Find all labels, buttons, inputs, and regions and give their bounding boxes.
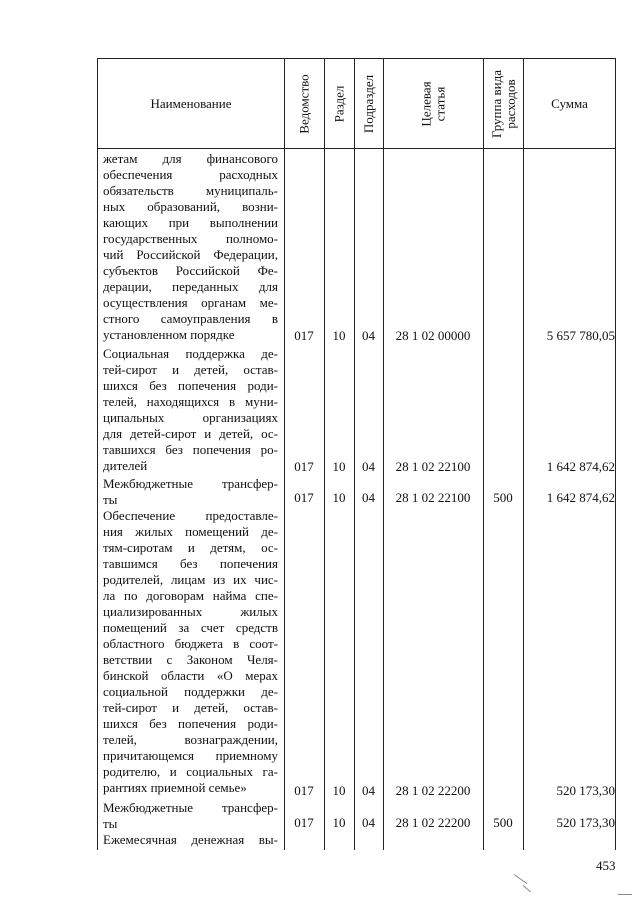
row-3-description — [103, 508, 278, 796]
header-name — [98, 59, 284, 148]
row-3-line: ветствии с Законом Челя- — [103, 652, 278, 667]
row-1-line: для детей-сирот и детей, ос- — [103, 426, 278, 441]
row-0-line: чий Российской Федерации, — [103, 247, 278, 262]
row-0-line: обеспечения расходных — [103, 167, 278, 182]
row-1-line: тей-сирот и детей, остав- — [103, 362, 278, 377]
row-3-line: циализированных жилых — [103, 604, 278, 619]
table-left-border — [97, 58, 98, 850]
header-summa-label: Сумма — [551, 95, 588, 111]
row-4-razdel: 10 — [332, 815, 346, 830]
row-1-line: ципальных организациях — [103, 410, 278, 425]
row-4-celevaya: 28 1 02 22200 — [395, 815, 471, 830]
row-4-summa: 520 173,30 — [556, 815, 615, 830]
row-2-gruppa: 500 — [493, 490, 513, 505]
row-0-line: обязательств муниципаль- — [103, 183, 278, 198]
row-1-description — [103, 346, 278, 474]
row-3-line: шихся без попечения роди- — [103, 716, 278, 731]
row-1-razdel: 10 — [332, 459, 346, 474]
row-4-ved: 017 — [294, 815, 314, 830]
scan-artifact — [618, 894, 632, 895]
row-1-celevaya: 28 1 02 22100 — [395, 459, 471, 474]
col-divider-summa — [523, 58, 524, 850]
row-4-description — [103, 800, 278, 832]
page-number: 453 — [596, 858, 616, 873]
table-right-border — [615, 58, 616, 850]
row-0-description — [103, 151, 278, 343]
row-0-line: установленном порядке — [103, 327, 235, 342]
row-1-line: тавшихся без попечения ро- — [103, 442, 278, 457]
row-0-line: осуществления органам ме- — [103, 295, 278, 310]
row-0-razdel: 10 — [332, 328, 346, 343]
row-3-line: родителю, и социальных га- — [103, 764, 278, 779]
row-3-summa: 520 173,30 — [556, 783, 615, 798]
row-1-line: Социальная поддержка де- — [103, 346, 278, 361]
row-2-ved: 017 — [294, 490, 314, 505]
row-1-line: телей, находящихся в муни- — [103, 394, 278, 409]
row-3-line: телей, вознаграждении, — [103, 732, 278, 747]
header-podrazdel — [355, 59, 383, 148]
row-3-line: тавшимся без попечения — [103, 556, 278, 571]
row-2-description — [103, 476, 278, 508]
row-4-gruppa: 500 — [493, 815, 513, 830]
header-name-label: Наименование — [150, 95, 232, 111]
scan-artifact — [523, 885, 531, 892]
header-ved-label: Ведомство — [296, 73, 312, 134]
row-4-podrazdel: 04 — [362, 815, 375, 830]
row-1-summa: 1 642 874,62 — [546, 459, 615, 474]
row-0-line: субъектов Российской Фе- — [103, 263, 278, 278]
row-0-line: ных образований, возни- — [103, 199, 278, 214]
row-3-line: рантиях приемной семье» — [103, 780, 247, 795]
row-3-ved: 017 — [294, 783, 314, 798]
row-0-celevaya: 28 1 02 00000 — [395, 328, 471, 343]
header-celevaya-line-2: статья — [432, 86, 448, 121]
col-divider-celevaya — [383, 58, 384, 850]
row-2-line: ты — [103, 492, 118, 507]
header-celevaya — [384, 59, 483, 148]
row-3-line: социальной поддержки де- — [103, 684, 278, 699]
header-razdel — [325, 59, 354, 148]
row-3-line: бинской области «О мерах — [103, 668, 278, 683]
header-razdel-label: Раздел — [331, 85, 347, 122]
row-0-line: дерации, переданных для — [103, 279, 278, 294]
row-2-podrazdel: 04 — [362, 490, 375, 505]
col-divider-ved — [284, 58, 285, 850]
header-gruppa-label — [490, 70, 518, 138]
row-1-ved: 017 — [294, 459, 314, 474]
header-gruppa — [484, 59, 523, 148]
row-0-line: кающих при выполнении — [103, 215, 278, 230]
header-gruppa-line-2: расходов — [502, 78, 518, 129]
header-podrazdel-label: Подраздел — [361, 74, 377, 133]
row-5-description — [103, 832, 278, 850]
row-3-celevaya: 28 1 02 22200 — [395, 783, 471, 798]
row-2-line: Межбюджетные трансфер- — [103, 476, 278, 491]
scan-artifact — [514, 874, 528, 884]
header-celevaya-label — [419, 81, 447, 126]
row-3-razdel: 10 — [332, 783, 346, 798]
row-2-razdel: 10 — [332, 490, 346, 505]
row-0-podrazdel: 04 — [362, 328, 375, 343]
row-3-line: ла по договорам найма спе- — [103, 588, 278, 603]
col-divider-podrazdel — [354, 58, 355, 850]
row-0-summa: 5 657 780,05 — [546, 328, 615, 343]
row-3-line: ния жилых помещений де- — [103, 524, 278, 539]
row-3-line: помещений за счет средств — [103, 620, 278, 635]
row-3-line: тям-сиротам и детям, ос- — [103, 540, 278, 555]
row-0-line: жетам для финансового — [103, 151, 278, 166]
header-ved — [285, 59, 324, 148]
header-bottom-border — [97, 148, 616, 149]
row-3-line: родителей, лицам из их чис- — [103, 572, 278, 587]
row-4-line: ты — [103, 816, 118, 831]
row-1-podrazdel: 04 — [362, 459, 375, 474]
row-1-line: шихся без попечения роди- — [103, 378, 278, 393]
row-0-ved: 017 — [294, 328, 314, 343]
row-4-line: Межбюджетные трансфер- — [103, 800, 278, 815]
row-0-line: государственных полномо- — [103, 231, 278, 246]
row-3-line: причитающемся приемному — [103, 748, 278, 763]
header-celevaya-line-1: Целевая — [418, 80, 434, 127]
row-2-summa: 1 642 874,62 — [546, 490, 615, 505]
col-divider-gruppa — [483, 58, 484, 850]
row-3-line: тей-сирот и детей, остав- — [103, 700, 278, 715]
row-3-line: областного бюджета в соот- — [103, 636, 278, 651]
row-2-celevaya: 28 1 02 22100 — [395, 490, 471, 505]
header-summa — [524, 59, 615, 148]
header-gruppa-line-1: Группа вида — [488, 69, 504, 138]
col-divider-razdel — [324, 58, 325, 850]
row-3-podrazdel: 04 — [362, 783, 375, 798]
row-3-line: Обеспечение предоставле- — [103, 508, 278, 523]
row-1-line: дителей — [103, 458, 148, 473]
row-0-line: стного самоуправления в — [103, 311, 278, 326]
row-5-line: Ежемесячная денежная вы- — [103, 832, 278, 847]
